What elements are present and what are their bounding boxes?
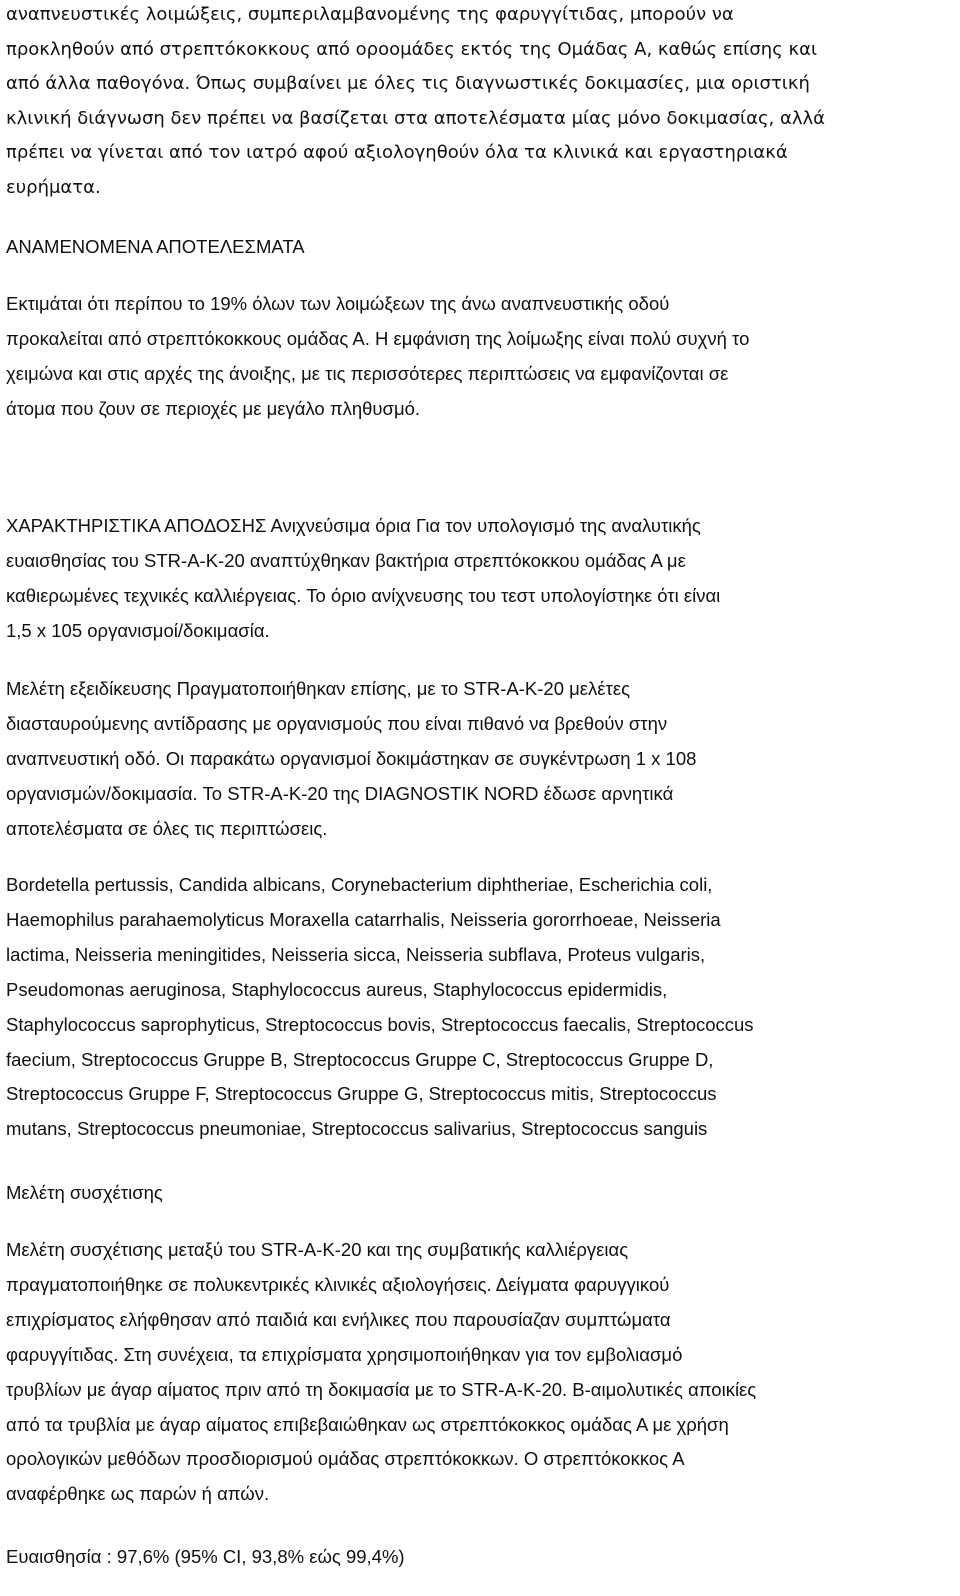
expected-results-line: άτομα που ζουν σε περιοχές με μεγάλο πληθυσμό. (6, 397, 421, 419)
intro-line: αναπνευστικές λοιμώξεις, συμπεριλαμβανομένης της φαρυγγίτιδας, μπορούν να (6, 4, 734, 25)
specificity-line: αποτελέσματα σε όλες τις περιπτώσεις. (6, 817, 328, 839)
organisms-line: faecium, Streptococcus Gruppe B, Streptococcus Gruppe C, Streptococcus Gruppe D, (6, 1048, 714, 1070)
specificity-paragraph (6, 672, 951, 847)
organisms-line: Staphylococcus saprophyticus, Streptococcus bovis, Streptococcus faecalis, Streptococcus (6, 1013, 754, 1035)
correlation-paragraph (6, 1233, 951, 1512)
performance-line: 1,5 x 105 οργανισμοί/δοκιμασία. (6, 619, 270, 641)
organisms-line: lactima, Neisseria meningitides, Neisseria sicca, Neisseria subflava, Proteus vulgaris, (6, 943, 706, 965)
performance-line: καθιερωμένες τεχνικές καλλιέργειας. Το όριο ανίχνευσης του τεστ υπολογίστηκε ότι είναι (6, 584, 721, 606)
correlation-line: αναφέρθηκε ως παρών ή απών. (6, 1483, 270, 1505)
expected-results-line: προκαλείται από στρεπτόκοκκους ομάδας Α. Η εμφάνιση της λοίμωξης είναι πολύ συχνή το (6, 327, 750, 349)
correlation-line: Μελέτη συσχέτισης μεταξύ του STR-A-K-20 και της συμβατικής καλλιέργειας (6, 1239, 629, 1260)
correlation-line: από τα τρυβλία με άγαρ αίματος επιβεβαιώθηκαν ως στρεπτόκοκκος ομάδας Α με χρήση (6, 1413, 729, 1435)
performance-line: ΧΑΡΑΚΤΗΡΙΣΤΙΚΑ ΑΠΟΔΟΣΗΣ Ανιχνεύσιμα όρια Για τον υπολογισμό της αναλυτικής (6, 515, 701, 536)
intro-line: ευρήματα. (6, 176, 101, 198)
correlation-line: ορολογικών μεθόδων προσδιορισμού ομάδας στρεπτόκοκκων. Ο στρεπτόκοκκος Α (6, 1448, 685, 1470)
expected-results-line: Εκτιμάται ότι περίπου το 19% όλων των λοιμώξεων της άνω αναπνευστικής οδού (6, 293, 670, 314)
intro-line: πρέπει να γίνεται από τον ιατρό αφού αξιολογηθούν όλα τα κλινικά και εργαστηριακά (6, 142, 788, 163)
intro-line: κλινική διάγνωση δεν πρέπει να βασίζεται στα αποτελέσματα μίας μόνο δοκιμασίας, αλλά (6, 107, 825, 129)
expected-results-paragraph (6, 287, 951, 427)
sensitivity-result: Ευαισθησία : 97,6% (95% CI, 93,8% εώς 99,4%) (6, 1546, 405, 1567)
correlation-line: φαρυγγίτιδας. Στη συνέχεια, τα επιχρίσματα χρησιμοποιήθηκαν για τον εμβολιασμό (6, 1343, 683, 1365)
intro-line: από άλλα παθογόνα. Όπως συμβαίνει με όλες τις διαγνωστικές δοκιμασίες, μια οριστική (6, 73, 810, 94)
specificity-line: διασταυρούμενης αντίδρασης με οργανισμούς που είναι πιθανό να βρεθούν στην (6, 712, 668, 734)
specificity-line: αναπνευστική οδό. Οι παρακάτω οργανισμοί δοκιμάστηκαν σε συγκέντρωση 1 x 108 (6, 747, 697, 769)
correlation-line: τρυβλίων με άγαρ αίματος πριν από τη δοκιμασία με το STR-A-K-20. Β-αιμολυτικές αποικίες (6, 1378, 757, 1400)
organisms-line: Pseudomonas aeruginosa, Staphylococcus aureus, Staphylococcus epidermidis, (6, 978, 668, 1000)
organisms-list (6, 868, 951, 1147)
specificity-line: οργανισμών/δοκιμασία. Το STR-A-K-20 της DIAGNOSTIK NORD έδωσε αρνητικά (6, 782, 674, 804)
correlation-line: πραγματοποιήθηκε σε πολυκεντρικές κλινικές αξιολογήσεις. Δείγματα φαρυγγικού (6, 1273, 670, 1295)
expected-results-line: χειμώνα και στις αρχές της άνοιξης, με τις περισσότερες περιπτώσεις να εμφανίζονται σε (6, 362, 729, 384)
performance-paragraph (6, 509, 951, 649)
performance-line: ευαισθησίας του STR-A-K-20 αναπτύχθηκαν βακτήρια στρεπτόκοκκου ομάδας Α με (6, 549, 686, 571)
organisms-line: Streptococcus Gruppe F, Streptococcus Gruppe G, Streptococcus mitis, Streptococcus (6, 1083, 717, 1105)
specificity-line: Μελέτη εξειδίκευσης Πραγματοποιήθηκαν επίσης, με το STR-A-K-20 μελέτες (6, 678, 630, 699)
intro-paragraph (6, 0, 951, 205)
correlation-heading: Μελέτη συσχέτισης (6, 1182, 163, 1203)
organisms-line: Haemophilus parahaemolyticus Moraxella catarrhalis, Neisseria gororrhoeae, Neisseria (6, 908, 721, 930)
correlation-line: επιχρίσματος ελήφθησαν από παιδιά και ενήλικες που παρουσίαζαν συμπτώματα (6, 1308, 671, 1330)
intro-line: προκληθούν από στρεπτόκοκκους από οροομάδες εκτός της Ομάδας Α, καθώς επίσης και (6, 38, 818, 60)
organisms-line: mutans, Streptococcus pneumoniae, Streptococcus salivarius, Streptococcus sanguis (6, 1118, 708, 1140)
expected-results-heading: ΑΝΑΜΕΝΟΜΕΝΑ ΑΠΟΤΕΛΕΣΜΑΤΑ (6, 236, 305, 257)
organisms-line: Bordetella pertussis, Candida albicans, Corynebacterium diphtheriae, Escherichia coli, (6, 874, 713, 895)
